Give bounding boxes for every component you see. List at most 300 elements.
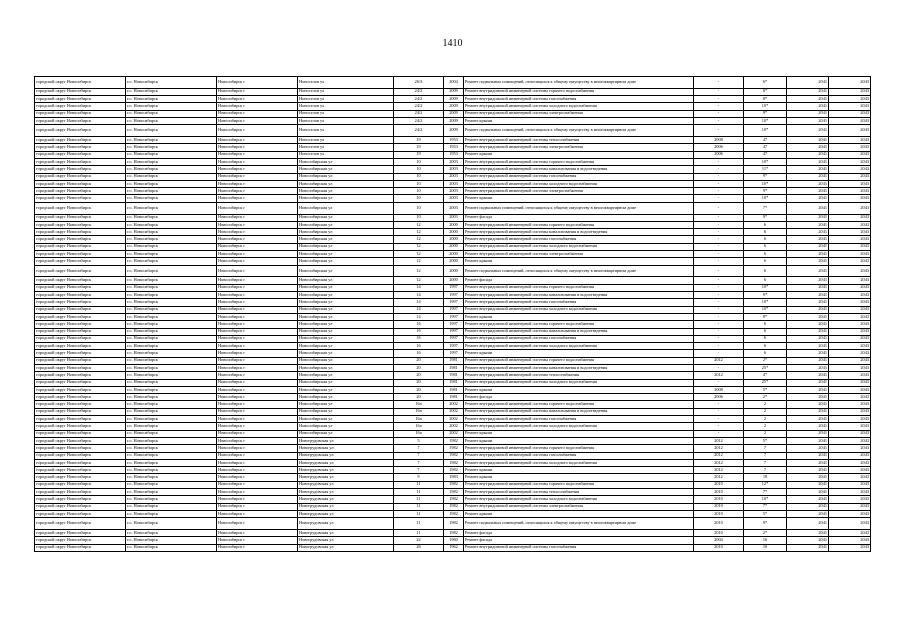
cell-street: Ноноселов ул (298, 110, 394, 117)
cell-street: Новосибирская ул (298, 265, 394, 277)
cell-street: Новосибирская ул (298, 284, 394, 291)
cell-settlement: г.о. Новосибирск (126, 96, 217, 103)
table-row (35, 173, 871, 180)
cell-wear-percent: 2* (744, 357, 787, 364)
cell-year-built: 1981 (444, 386, 464, 393)
cell-period-end: 2043 (829, 394, 871, 401)
cell-last-repair-year: - (694, 103, 744, 110)
cell-house: 24/2 (394, 110, 444, 117)
cell-last-repair-year: 2006 (694, 151, 744, 158)
cell-street: Новосибирская ул (298, 408, 394, 415)
cell-street: Новосибирская ул (298, 299, 394, 306)
cell-municipality: городской округ Новосибирск (35, 321, 126, 328)
cell-period-end: 2043 (829, 357, 871, 364)
cell-locality: Новосибирск г (217, 96, 298, 103)
cell-municipality: городской округ Новосибирск (35, 408, 126, 415)
cell-locality: Новосибирск г (217, 503, 298, 510)
cell-period-end: 2043 (829, 518, 871, 530)
cell-period-start: 2041 (787, 96, 829, 103)
cell-year-built: 2009 (444, 96, 464, 103)
cell-locality: Новосибирск г (217, 510, 298, 517)
cell-house: 11 (394, 530, 444, 537)
cell-period-start: 2041 (787, 284, 829, 291)
table-row (35, 158, 871, 165)
cell-house: 24/2 (394, 125, 444, 137)
cell-period-end: 2043 (829, 467, 871, 474)
cell-work-type: Ремонт внутридомовой инженерной системы холодного водоснабжения (464, 306, 694, 313)
cell-street: Новогрудовская ул (298, 467, 394, 474)
cell-locality: Новосибирск г (217, 372, 298, 379)
cell-wear-percent: 10* (744, 299, 787, 306)
cell-locality: Новосибирск г (217, 386, 298, 393)
cell-locality: Новосибирск г (217, 188, 298, 195)
cell-settlement: г.о. Новосибирск (126, 357, 217, 364)
cell-year-built: 2000 (444, 277, 464, 284)
cell-work-type: Ремонт внутридомовой инженерной системы электроснабжения (464, 251, 694, 258)
cell-year-built: 2002 (444, 408, 464, 415)
cell-last-repair-year: 2012 (694, 445, 744, 452)
cell-year-built: 1983 (444, 474, 464, 481)
cell-house: 26/3 (394, 77, 444, 89)
cell-locality: Новосибирск г (217, 530, 298, 537)
cell-street: Новогрудовская ул (298, 537, 394, 544)
cell-year-built: 1997 (444, 343, 464, 350)
cell-work-type: Ремонт внутридомовой инженерной системы холодного водоснабжения (464, 180, 694, 187)
cell-period-start: 2041 (787, 180, 829, 187)
cell-house: 7 (394, 452, 444, 459)
cell-work-type: Ремонт подвальных помещений, относящихся к общему имуществу в многоквартирном доме (464, 265, 694, 277)
cell-year-built: 2003 (444, 158, 464, 165)
cell-locality: Новосибирск г (217, 251, 298, 258)
cell-last-repair-year: - (694, 321, 744, 328)
cell-street: Новосибирская ул (298, 195, 394, 202)
cell-municipality: городской округ Новосибирск (35, 125, 126, 137)
cell-settlement: г.о. Новосибирск (126, 229, 217, 236)
cell-wear-percent: 25* (744, 379, 787, 386)
cell-street: Новогрудовская ул (298, 437, 394, 444)
cell-period-end: 2043 (829, 430, 871, 437)
cell-street: Новосибирская ул (298, 328, 394, 335)
cell-wear-percent: 10 (744, 544, 787, 551)
cell-period-end: 2043 (829, 313, 871, 320)
cell-street: Ноноселов ул (298, 137, 394, 144)
cell-wear-percent: 6 (744, 251, 787, 258)
cell-locality: Новосибирск г (217, 496, 298, 503)
cell-settlement: г.о. Новосибирск (126, 188, 217, 195)
cell-settlement: г.о. Новосибирск (126, 299, 217, 306)
cell-locality: Новосибирск г (217, 379, 298, 386)
cell-wear-percent: 7 (744, 459, 787, 466)
cell-period-end: 2043 (829, 110, 871, 117)
cell-last-repair-year: - (694, 195, 744, 202)
cell-house: 7 (394, 445, 444, 452)
cell-municipality: городской округ Новосибирск (35, 180, 126, 187)
cell-settlement: г.о. Новосибирск (126, 277, 217, 284)
cell-municipality: городской округ Новосибирск (35, 489, 126, 496)
cell-last-repair-year: 2010 (694, 503, 744, 510)
cell-street: Новосибирская ул (298, 180, 394, 187)
table-row (35, 394, 871, 401)
cell-municipality: городской округ Новосибирск (35, 173, 126, 180)
cell-period-end: 2043 (829, 88, 871, 95)
table-row (35, 364, 871, 371)
cell-locality: Новосибирск г (217, 306, 298, 313)
cell-municipality: городской округ Новосибирск (35, 292, 126, 299)
cell-locality: Новосибирск г (217, 474, 298, 481)
cell-period-start: 2041 (787, 530, 829, 537)
cell-period-start: 2041 (787, 173, 829, 180)
cell-wear-percent: 9* (744, 214, 787, 221)
cell-locality: Новосибирск г (217, 195, 298, 202)
table-row (35, 265, 871, 277)
cell-period-start: 2041 (787, 343, 829, 350)
cell-period-start: 2041 (787, 243, 829, 250)
cell-period-start: 2041 (787, 158, 829, 165)
cell-municipality: городской округ Новосибирск (35, 306, 126, 313)
cell-wear-percent: 10* (744, 496, 787, 503)
cell-last-repair-year: 2010 (694, 544, 744, 551)
cell-wear-percent: 10* (744, 180, 787, 187)
cell-last-repair-year: - (694, 350, 744, 357)
cell-work-type: Ремонт внутридомовой инженерной системы газоснабжения (464, 173, 694, 180)
cell-settlement: г.о. Новосибирск (126, 394, 217, 401)
cell-year-built: 1982 (444, 489, 464, 496)
cell-house: 20 (394, 379, 444, 386)
cell-settlement: г.о. Новосибирск (126, 306, 217, 313)
cell-settlement: г.о. Новосибирск (126, 537, 217, 544)
cell-settlement: г.о. Новосибирск (126, 459, 217, 466)
cell-wear-percent: 9* (744, 518, 787, 530)
cell-locality: Новосибирск г (217, 321, 298, 328)
cell-settlement: г.о. Новосибирск (126, 328, 217, 335)
cell-street: Новогрудовская ул (298, 496, 394, 503)
cell-house: 19 (394, 151, 444, 158)
cell-house: 9 (394, 474, 444, 481)
cell-locality: Новосибирск г (217, 537, 298, 544)
cell-year-built: 2002 (444, 416, 464, 423)
cell-locality: Новосибирск г (217, 88, 298, 95)
cell-locality: Новосибирск г (217, 544, 298, 551)
cell-wear-percent: 9* (744, 173, 787, 180)
table-row (35, 496, 871, 503)
table-row (35, 195, 871, 202)
cell-last-repair-year: - (694, 158, 744, 165)
cell-locality: Новосибирск г (217, 158, 298, 165)
cell-house: 11 (394, 489, 444, 496)
cell-locality: Новосибирск г (217, 117, 298, 124)
cell-period-end: 2043 (829, 343, 871, 350)
cell-locality: Новосибирск г (217, 202, 298, 214)
cell-work-type: Ремонт подвальных помещений, относящихся к общему имуществу в многоквартирном доме (464, 77, 694, 89)
cell-last-repair-year: - (694, 306, 744, 313)
cell-last-repair-year: - (694, 221, 744, 228)
cell-last-repair-year: 2010 (694, 510, 744, 517)
cell-wear-percent: 6 (744, 258, 787, 265)
cell-municipality: городской округ Новосибирск (35, 452, 126, 459)
cell-house: 20 (394, 394, 444, 401)
cell-period-end: 2043 (829, 229, 871, 236)
cell-wear-percent: 6 (744, 277, 787, 284)
cell-locality: Новосибирск г (217, 401, 298, 408)
cell-year-built: 1997 (444, 306, 464, 313)
table-row (35, 481, 871, 488)
table-row (35, 243, 871, 250)
cell-house: 11 (394, 481, 444, 488)
table-row (35, 277, 871, 284)
table-row (35, 125, 871, 137)
cell-period-end: 2043 (829, 221, 871, 228)
cell-house: 12 (394, 265, 444, 277)
cell-locality: Новосибирск г (217, 518, 298, 530)
cell-work-type: Ремонт крыши (464, 437, 694, 444)
cell-wear-percent: 2 (744, 430, 787, 437)
cell-settlement: г.о. Новосибирск (126, 166, 217, 173)
cell-work-type: Ремонт внутридомовой инженерной системы теплоснабжения (464, 489, 694, 496)
cell-house: 19 (394, 144, 444, 151)
cell-period-start: 2041 (787, 408, 829, 415)
cell-settlement: г.о. Новосибирск (126, 416, 217, 423)
cell-work-type: Ремонт внутридомовой инженерной системы холодного водоснабжения (464, 243, 694, 250)
cell-locality: Новосибирск г (217, 292, 298, 299)
cell-house: 10 (394, 214, 444, 221)
cell-period-start: 2041 (787, 496, 829, 503)
cell-municipality: городской округ Новосибирск (35, 236, 126, 243)
cell-house: 24/2 (394, 117, 444, 124)
cell-street: Новосибирская ул (298, 430, 394, 437)
cell-wear-percent: 10* (744, 103, 787, 110)
cell-locality: Новосибирск г (217, 335, 298, 342)
cell-locality: Новосибирск г (217, 137, 298, 144)
cell-wear-percent: 2* (744, 394, 787, 401)
cell-settlement: г.о. Новосибирск (126, 335, 217, 342)
cell-period-end: 2043 (829, 503, 871, 510)
cell-last-repair-year: - (694, 110, 744, 117)
cell-last-repair-year: - (694, 265, 744, 277)
cell-locality: Новосибирск г (217, 459, 298, 466)
cell-municipality: городской округ Новосибирск (35, 277, 126, 284)
table-row (35, 229, 871, 236)
cell-municipality: городской округ Новосибирск (35, 103, 126, 110)
cell-last-repair-year: - (694, 423, 744, 430)
table-row (35, 151, 871, 158)
cell-period-end: 2043 (829, 481, 871, 488)
cell-year-built: 2002 (444, 401, 464, 408)
cell-work-type: Ремонт внутридомовой инженерной системы холодного водоснабжения (464, 496, 694, 503)
cell-last-repair-year: - (694, 229, 744, 236)
cell-period-start: 2041 (787, 445, 829, 452)
cell-house: 10 (394, 202, 444, 214)
cell-last-repair-year: 2012 (694, 467, 744, 474)
cell-municipality: городской округ Новосибирск (35, 299, 126, 306)
cell-house: 16а (394, 416, 444, 423)
cell-period-end: 2043 (829, 489, 871, 496)
cell-year-built: 1997 (444, 335, 464, 342)
cell-locality: Новосибирск г (217, 467, 298, 474)
cell-municipality: городской округ Новосибирск (35, 221, 126, 228)
table-row (35, 166, 871, 173)
cell-street: Новогрудовская ул (298, 510, 394, 517)
cell-settlement: г.о. Новосибирск (126, 489, 217, 496)
cell-house: 14 (394, 284, 444, 291)
cell-wear-percent: 6 (744, 343, 787, 350)
cell-locality: Новосибирск г (217, 214, 298, 221)
cell-street: Новосибирская ул (298, 258, 394, 265)
cell-street: Новосибирская ул (298, 343, 394, 350)
cell-wear-percent: 2 (744, 401, 787, 408)
cell-locality: Новосибирск г (217, 423, 298, 430)
table-row (35, 445, 871, 452)
cell-wear-percent: 6* (744, 88, 787, 95)
cell-settlement: г.о. Новосибирск (126, 437, 217, 444)
cell-house: 16 (394, 328, 444, 335)
cell-period-end: 2043 (829, 408, 871, 415)
cell-house: 12 (394, 236, 444, 243)
cell-settlement: г.о. Новосибирск (126, 313, 217, 320)
cell-period-end: 2043 (829, 423, 871, 430)
cell-municipality: городской округ Новосибирск (35, 328, 126, 335)
table-row (35, 537, 871, 544)
cell-municipality: городской округ Новосибирск (35, 158, 126, 165)
cell-last-repair-year: 2010 (694, 489, 744, 496)
cell-last-repair-year: 2010 (694, 530, 744, 537)
cell-wear-percent: 7* (744, 202, 787, 214)
cell-year-built: 1981 (444, 364, 464, 371)
cell-wear-percent: 6* (744, 77, 787, 89)
cell-period-end: 2043 (829, 258, 871, 265)
cell-last-repair-year: - (694, 202, 744, 214)
cell-municipality: городской округ Новосибирск (35, 379, 126, 386)
cell-period-start: 2041 (787, 265, 829, 277)
cell-settlement: г.о. Новосибирск (126, 474, 217, 481)
cell-period-end: 2043 (829, 386, 871, 393)
cell-period-start: 2041 (787, 229, 829, 236)
cell-year-built: 2000 (444, 221, 464, 228)
cell-last-repair-year: 2012 (694, 474, 744, 481)
cell-settlement: г.о. Новосибирск (126, 386, 217, 393)
cell-work-type: Ремонт внутридомовой инженерной системы холодного водоснабжения (464, 343, 694, 350)
cell-settlement: г.о. Новосибирск (126, 284, 217, 291)
cell-period-start: 2041 (787, 166, 829, 173)
cell-last-repair-year: - (694, 430, 744, 437)
cell-municipality: городской округ Новосибирск (35, 530, 126, 537)
cell-period-start: 2041 (787, 299, 829, 306)
cell-work-type: Ремонт крыши (464, 313, 694, 320)
cell-street: Новосибирская ул (298, 364, 394, 371)
cell-work-type: Ремонт внутридомовой инженерной системы газоснабжения (464, 335, 694, 342)
cell-house: 24/2 (394, 96, 444, 103)
cell-house: 7 (394, 467, 444, 474)
cell-municipality: городской округ Новосибирск (35, 195, 126, 202)
cell-last-repair-year: - (694, 173, 744, 180)
cell-locality: Новосибирск г (217, 364, 298, 371)
cell-settlement: г.о. Новосибирск (126, 158, 217, 165)
cell-settlement: г.о. Новосибирск (126, 265, 217, 277)
cell-last-repair-year: 2010 (694, 518, 744, 530)
cell-work-type: Ремонт внутридомовой инженерной системы горячего водоснабжения (464, 158, 694, 165)
cell-year-built: 2009 (444, 110, 464, 117)
cell-settlement: г.о. Новосибирск (126, 544, 217, 551)
cell-work-type: Ремонт внутридомовой инженерной системы холодного водоснабжения (464, 379, 694, 386)
cell-locality: Новосибирск г (217, 452, 298, 459)
cell-period-end: 2043 (829, 166, 871, 173)
cell-settlement: г.о. Новосибирск (126, 137, 217, 144)
cell-house: 10 (394, 195, 444, 202)
cell-period-start: 2041 (787, 137, 829, 144)
cell-work-type: Ремонт крыши (464, 430, 694, 437)
cell-wear-percent: 6 (744, 335, 787, 342)
cell-work-type: Ремонт внутридомовой инженерной системы канализования и водоотведения (464, 229, 694, 236)
cell-settlement: г.о. Новосибирск (126, 202, 217, 214)
cell-year-built: 1997 (444, 284, 464, 291)
table-row (35, 467, 871, 474)
cell-period-start: 2041 (787, 321, 829, 328)
cell-house: 12 (394, 277, 444, 284)
cell-locality: Новосибирск г (217, 343, 298, 350)
cell-house: 10 (394, 180, 444, 187)
cell-street: Новогрудовская ул (298, 459, 394, 466)
cell-municipality: городской округ Новосибирск (35, 430, 126, 437)
cell-period-start: 2041 (787, 423, 829, 430)
cell-house: 16 (394, 343, 444, 350)
cell-house: 24/2 (394, 103, 444, 110)
cell-municipality: городской округ Новосибирск (35, 537, 126, 544)
cell-period-end: 2043 (829, 96, 871, 103)
cell-house: 19 (394, 137, 444, 144)
cell-year-built: 2000 (444, 265, 464, 277)
cell-year-built: 1997 (444, 299, 464, 306)
cell-last-repair-year: - (694, 416, 744, 423)
cell-wear-percent: 10* (744, 306, 787, 313)
cell-wear-percent: 7* (744, 503, 787, 510)
cell-work-type: Ремонт внутридомовой инженерной системы электроснабжения (464, 110, 694, 117)
cell-house: 24/2 (394, 88, 444, 95)
table-row (35, 503, 871, 510)
cell-municipality: городской округ Новосибирск (35, 335, 126, 342)
cell-work-type: Ремонт внутридомовой инженерной системы горячего водоснабжения (464, 221, 694, 228)
cell-municipality: городской округ Новосибирск (35, 96, 126, 103)
cell-house: 10 (394, 173, 444, 180)
cell-municipality: городской округ Новосибирск (35, 401, 126, 408)
cell-period-end: 2043 (829, 117, 871, 124)
cell-wear-percent: 10* (744, 158, 787, 165)
cell-wear-percent: 7 (744, 467, 787, 474)
cell-street: Новосибирская ул (298, 350, 394, 357)
cell-street: Новосибирская ул (298, 313, 394, 320)
cell-house: 20 (394, 364, 444, 371)
table-row (35, 474, 871, 481)
cell-period-start: 2041 (787, 379, 829, 386)
cell-settlement: г.о. Новосибирск (126, 173, 217, 180)
cell-street: Новогрудовская ул (298, 481, 394, 488)
cell-settlement: г.о. Новосибирск (126, 430, 217, 437)
cell-house: 16а (394, 401, 444, 408)
cell-year-built: 2003 (444, 214, 464, 221)
cell-period-end: 2043 (829, 180, 871, 187)
cell-year-built: 2009 (444, 117, 464, 124)
table-row (35, 544, 871, 551)
cell-year-built: 1953 (444, 137, 464, 144)
cell-last-repair-year: - (694, 328, 744, 335)
table-row (35, 188, 871, 195)
cell-settlement: г.о. Новосибирск (126, 343, 217, 350)
table-row (35, 306, 871, 313)
cell-period-start: 2041 (787, 77, 829, 89)
cell-period-start: 2041 (787, 88, 829, 95)
cell-year-built: 1982 (444, 467, 464, 474)
cell-year-built: 1997 (444, 328, 464, 335)
cell-settlement: г.о. Новосибирск (126, 467, 217, 474)
cell-last-repair-year: - (694, 401, 744, 408)
